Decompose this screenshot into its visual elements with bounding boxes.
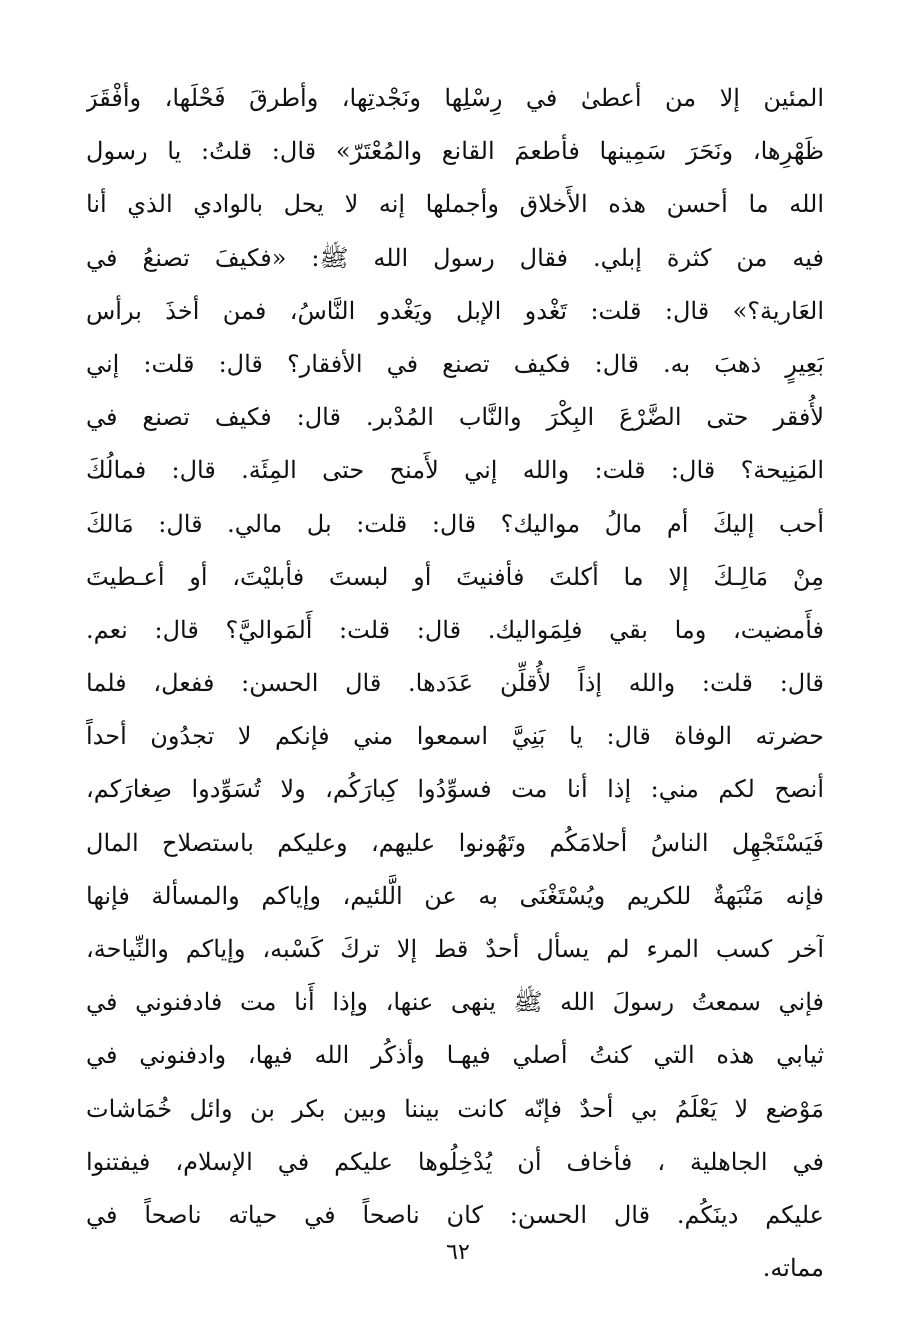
text-line: فإني سمعتُ رسولَ الله ﷺ ينهى عنها، وإذا أَنا مت فادفنوني في <box>86 988 824 1017</box>
text-line: لأُفقر حتى الضَّرْعَ البِكْرَ والنَّاب المُدْبر. قال: فكيف تصنع في <box>86 403 824 432</box>
text-line: المَنِيحة؟ قال: قلت: والله إني لأَمنح حتى المِئَة. قال: فمالُكَ <box>86 456 824 485</box>
text-line: مِنْ مَالِـكَ إلا ما أكلتَ فأفنيتَ أو لبستَ فأبليْتَ، أو أعـطيتَ <box>86 562 824 591</box>
text-line: الله ما أحسن هذه الأَخلاق وأجملها إنه لا يحل بالوادي الذي أنا <box>86 190 824 219</box>
text-line: آخر كسب المرء لم يسأل أحدٌ قط إلا تركَ كَسْبه، وإياكم والنِّياحة، <box>86 935 824 963</box>
text-line: فإنه مَنْبَهةٌ للكريم ويُسْتَغْنَى به عن الَّلئيم، وإياكم والمسألة فإنها <box>86 881 824 910</box>
text-line: في الجاهلية ، فأخاف أن يُدْخِلُوها عليكم في الإسلام، فيفتنوا <box>86 1147 824 1176</box>
text-line: حضرته الوفاة قال: يا بَنِيَّ اسمعوا مني فإنكم لا تجدُون أحداً <box>86 722 824 751</box>
text-line: عليكم دينَكُم. قال الحسن: كان ناصحاً في حياته ناصحاً في <box>86 1200 824 1229</box>
text-line: بَعِيرٍ ذهبَ به. قال: فكيف تصنع في الأفقار؟ قال: قلت: إني <box>86 349 824 378</box>
text-line: المئين إلا من أعطىٰ في رِسْلِها ونَجْدتِها، وأطرقَ فَحْلَها، وأفْقَرَ <box>86 84 824 112</box>
text-line: قال: قلت: والله إذاً لأُقلِّن عَدَدها. قال الحسن: ففعل، فلما <box>86 669 824 698</box>
page-number: ٦٢ <box>446 1240 470 1265</box>
text-line: فيه من كثرة إبلي. فقال رسول الله ﷺ: «فكيفَ تصنعُ في <box>86 243 824 272</box>
text-line: أنصح لكم مني: إذا أنا مت فسوِّدُوا كِبارَكُم، ولا تُسَوِّدوا صِغارَكم، <box>86 775 824 804</box>
body-text <box>86 72 824 1295</box>
text-line: العَارية؟» قال: قلت: تَغْدو الإبل ويَغْدو النَّاسُ، فمن أخذَ برأس <box>86 296 824 325</box>
text-line: ظَهْرِها، ونَحَرَ سَمِينها فأطعمَ القانع والمُعْتَرّ» قال: قلتُ: يا رسول <box>86 137 824 166</box>
text-line: فأَمضيت، وما بقي فلِمَواليك. قال: قلت: أَلمَواليَّ؟ قال: نعم. <box>86 615 824 644</box>
text-line: مَوْضع لا يَعْلَمُ بي أحدٌ فإنّه كانت بيننا وبين بكر بن وائل خُمَاشات <box>86 1094 824 1123</box>
text-line: ثيابي هذه التي كنتُ أصلي فيهـا وأذكُر الله فيها، وادفنوني في <box>86 1041 824 1070</box>
text-line: مماته. <box>762 1254 824 1283</box>
text-line: فَيَسْتَجْهِل الناسُ أحلامَكُم وتَهُونوا عليهم، وعليكم باستصلاح المال <box>86 828 824 857</box>
text-line: أحب إليكَ أم مالُ مواليك؟ قال: قلت: بل مالي. قال: مَالكَ <box>86 509 824 538</box>
